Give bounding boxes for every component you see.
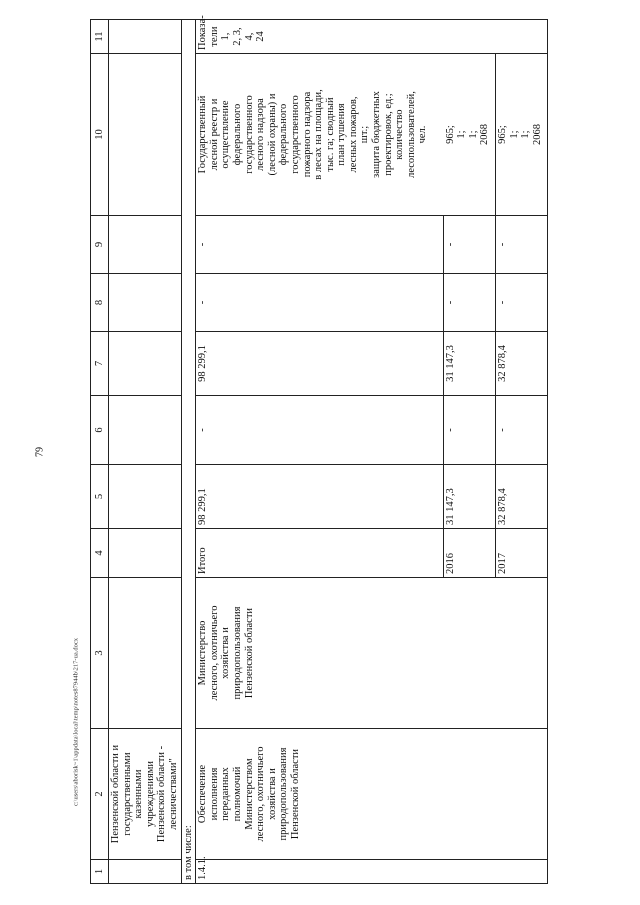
column-number-row bbox=[91, 20, 109, 884]
row-other: - bbox=[196, 216, 444, 274]
column-number: 3 bbox=[91, 578, 109, 729]
column-number: 1 bbox=[91, 860, 109, 884]
row-period: Итого bbox=[196, 529, 444, 578]
column-number: 9 bbox=[91, 216, 109, 274]
row-other: - bbox=[496, 216, 548, 274]
row-total: 31 147,3 bbox=[444, 465, 496, 529]
program-activities-table bbox=[90, 15, 548, 884]
page-number: 79 bbox=[34, 447, 46, 457]
row-local: - bbox=[444, 274, 496, 332]
group-label: в том числе: bbox=[181, 20, 196, 884]
column-number: 8 bbox=[91, 274, 109, 332]
column-number: 11 bbox=[91, 20, 109, 54]
row-regional: 32 878,4 bbox=[496, 332, 548, 396]
item-number: 1.4.1. bbox=[196, 860, 548, 884]
table-row bbox=[196, 20, 444, 884]
row-federal: - bbox=[444, 396, 496, 465]
item-executor: Министерство лесного, охотничьего хозяйства и природопользования Пензенской области bbox=[196, 578, 548, 729]
row-total: 98 299,1 bbox=[196, 465, 444, 529]
target-indicators: Показа- тели 1, 2, 3, 4, 24 bbox=[196, 20, 548, 54]
group-label-row bbox=[181, 20, 196, 884]
continuation-row bbox=[109, 20, 182, 884]
indicator-values: 965; 1; 1; 2068 bbox=[496, 54, 548, 216]
column-number: 5 bbox=[91, 465, 109, 529]
row-year: 2016 bbox=[444, 529, 496, 578]
row-local: - bbox=[196, 274, 444, 332]
footer-file-path: c:\users\aborisk~1\appdata\local\temp\notes87944b\217-ua.docx bbox=[72, 638, 80, 806]
row-local: - bbox=[496, 274, 548, 332]
indicators-description: Государственный лесной реестр и осуществление федерального государственного лесного надзора (лесной охраны) и федерального государственного пожарного надзора в лесах на площади, тыс. га; сводный план тушения лесных пожаров, шт.; защита бюджетных проектировок, ед.; количество лесопользователей, чел. bbox=[196, 54, 444, 216]
row-federal: - bbox=[496, 396, 548, 465]
row-year: 2017 bbox=[496, 529, 548, 578]
column-number: 10 bbox=[91, 54, 109, 216]
column-number: 2 bbox=[91, 729, 109, 860]
column-number: 4 bbox=[91, 529, 109, 578]
continuation-name: Пензенской области и государственными казенными учреждениями Пензенской области - лесничествами" bbox=[109, 729, 182, 860]
row-regional: 98 299,1 bbox=[196, 332, 444, 396]
item-name: Обеспечение исполнения переданных полномочий Министерством лесного, охотничьего хозяйства и природопользования Пензенской области bbox=[196, 729, 548, 860]
row-other: - bbox=[444, 216, 496, 274]
rotated-table-page bbox=[90, 15, 543, 884]
indicator-values: 965; 1; 1; 2068 bbox=[444, 54, 496, 216]
row-regional: 31 147,3 bbox=[444, 332, 496, 396]
column-number: 6 bbox=[91, 396, 109, 465]
column-number: 7 bbox=[91, 332, 109, 396]
row-federal: - bbox=[196, 396, 444, 465]
row-total: 32 878,4 bbox=[496, 465, 548, 529]
